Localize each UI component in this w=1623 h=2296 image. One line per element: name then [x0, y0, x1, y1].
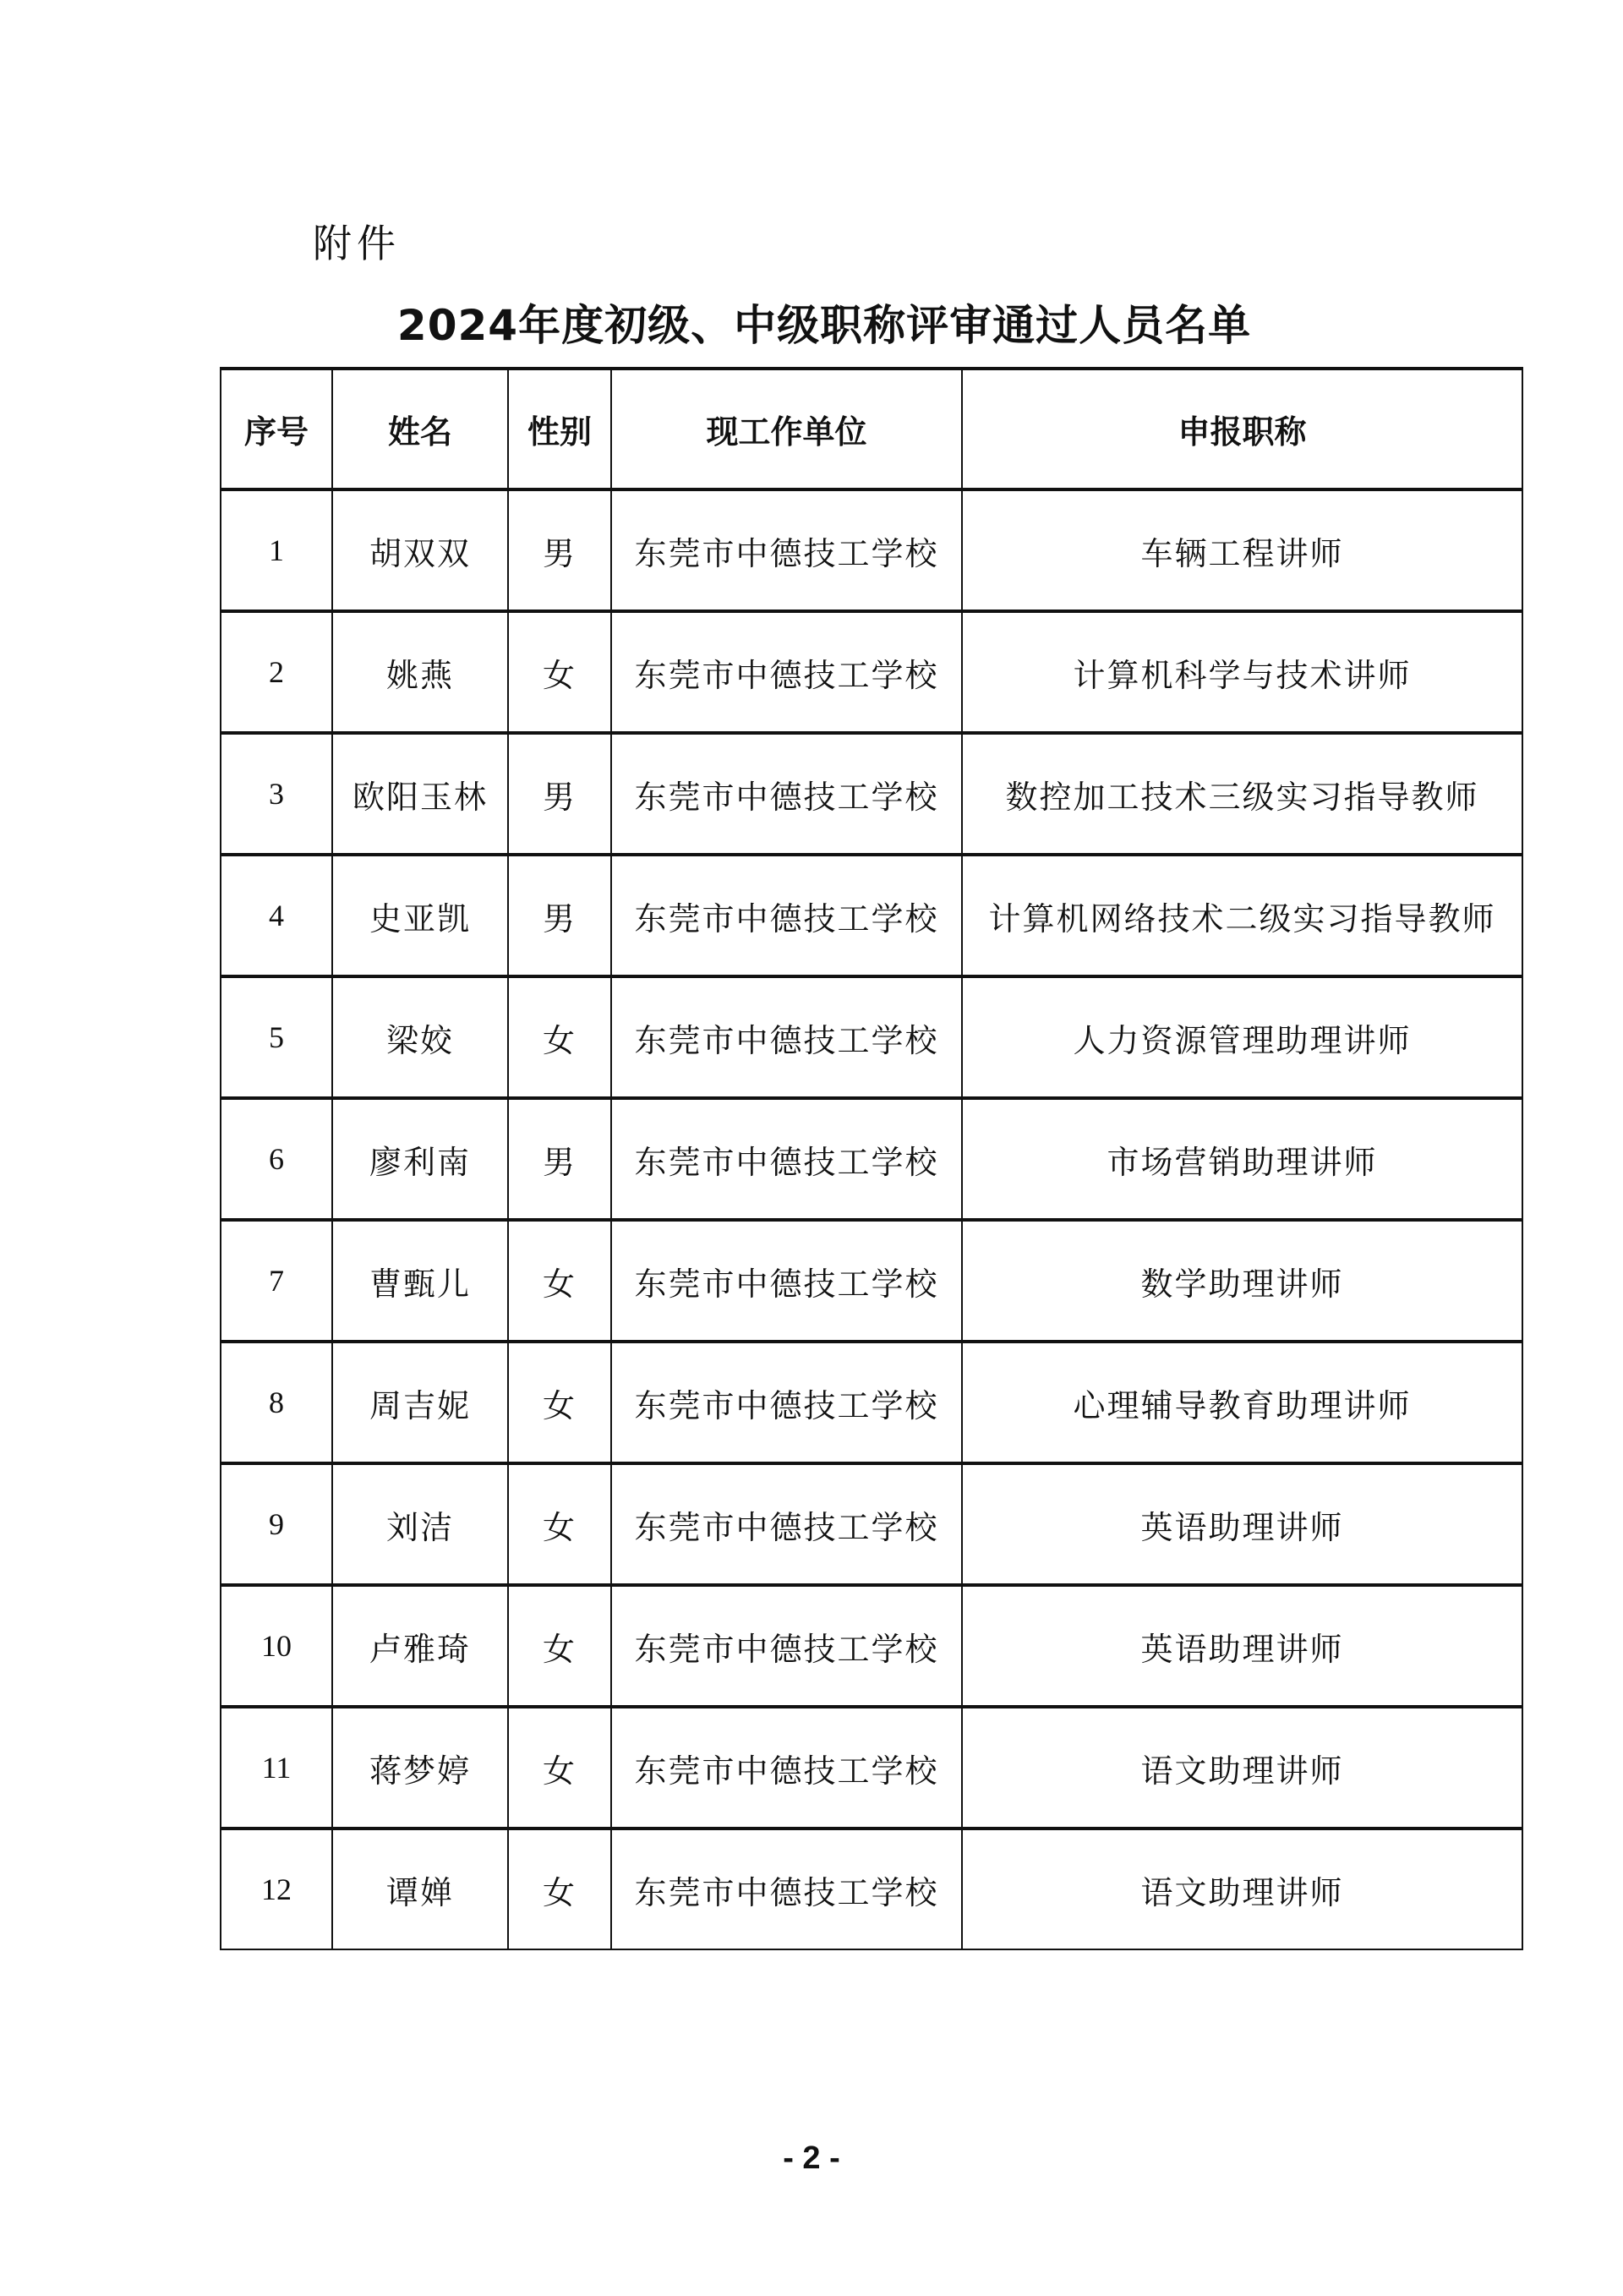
cell-unit: 东莞市中德技工学校	[611, 733, 962, 855]
cell-gender: 男	[508, 1098, 611, 1220]
cell-no: 4	[221, 855, 332, 976]
cell-title: 人力资源管理助理讲师	[962, 976, 1522, 1098]
cell-gender: 男	[508, 855, 611, 976]
cell-name: 梁姣	[332, 976, 508, 1098]
header-no: 序号	[221, 369, 332, 489]
cell-no: 11	[221, 1707, 332, 1829]
cell-gender: 女	[508, 976, 611, 1098]
cell-title: 计算机科学与技术讲师	[962, 611, 1522, 733]
cell-unit: 东莞市中德技工学校	[611, 1463, 962, 1585]
cell-name: 史亚凯	[332, 855, 508, 976]
cell-name: 蒋梦婷	[332, 1707, 508, 1829]
header-gender: 性别	[508, 369, 611, 489]
cell-gender: 女	[508, 1707, 611, 1829]
cell-name: 卢雅琦	[332, 1585, 508, 1707]
cell-unit: 东莞市中德技工学校	[611, 1829, 962, 1949]
table-row	[221, 1585, 1522, 1707]
cell-name: 周吉妮	[332, 1342, 508, 1463]
table-row	[221, 733, 1522, 855]
table-row	[221, 1829, 1522, 1949]
cell-title: 语文助理讲师	[962, 1707, 1522, 1829]
table-row	[221, 1707, 1522, 1829]
cell-no: 12	[221, 1829, 332, 1949]
table-header-row	[221, 369, 1522, 489]
cell-title: 心理辅导教育助理讲师	[962, 1342, 1522, 1463]
cell-title: 计算机网络技术二级实习指导教师	[962, 855, 1522, 976]
cell-name: 廖利南	[332, 1098, 508, 1220]
header-name: 姓名	[332, 369, 508, 489]
cell-unit: 东莞市中德技工学校	[611, 976, 962, 1098]
document-title: 2024年度初级、中级职称评审通过人员名单	[396, 301, 1252, 350]
cell-gender: 女	[508, 1463, 611, 1585]
cell-unit: 东莞市中德技工学校	[611, 1220, 962, 1342]
table-row	[221, 611, 1522, 733]
cell-no: 3	[221, 733, 332, 855]
cell-name: 姚燕	[332, 611, 508, 733]
cell-no: 8	[221, 1342, 332, 1463]
cell-unit: 东莞市中德技工学校	[611, 1342, 962, 1463]
cell-no: 5	[221, 976, 332, 1098]
cell-no: 1	[221, 489, 332, 611]
table-row	[221, 855, 1522, 976]
cell-gender: 女	[508, 1220, 611, 1342]
cell-unit: 东莞市中德技工学校	[611, 855, 962, 976]
header-title: 申报职称	[962, 369, 1522, 489]
cell-unit: 东莞市中德技工学校	[611, 489, 962, 611]
header-unit: 现工作单位	[611, 369, 962, 489]
cell-title: 语文助理讲师	[962, 1829, 1522, 1949]
cell-name: 欧阳玉林	[332, 733, 508, 855]
table-row	[221, 1098, 1522, 1220]
personnel-table	[220, 367, 1523, 1950]
cell-gender: 男	[508, 489, 611, 611]
table-row	[221, 1463, 1522, 1585]
cell-name: 曹甄儿	[332, 1220, 508, 1342]
cell-no: 6	[221, 1098, 332, 1220]
table-row	[221, 1342, 1522, 1463]
cell-title: 英语助理讲师	[962, 1463, 1522, 1585]
cell-gender: 女	[508, 1585, 611, 1707]
cell-title: 数学助理讲师	[962, 1220, 1522, 1342]
cell-unit: 东莞市中德技工学校	[611, 611, 962, 733]
cell-unit: 东莞市中德技工学校	[611, 1707, 962, 1829]
cell-unit: 东莞市中德技工学校	[611, 1585, 962, 1707]
cell-title: 市场营销助理讲师	[962, 1098, 1522, 1220]
table-row	[221, 1220, 1522, 1342]
cell-title: 英语助理讲师	[962, 1585, 1522, 1707]
cell-title: 车辆工程讲师	[962, 489, 1522, 611]
table-row	[221, 489, 1522, 611]
cell-name: 谭婵	[332, 1829, 508, 1949]
cell-no: 7	[221, 1220, 332, 1342]
attachment-label: 附件	[313, 221, 401, 266]
cell-gender: 女	[508, 611, 611, 733]
cell-name: 刘洁	[332, 1463, 508, 1585]
cell-gender: 女	[508, 1342, 611, 1463]
page-number: - 2 -	[783, 2140, 840, 2176]
cell-no: 10	[221, 1585, 332, 1707]
cell-unit: 东莞市中德技工学校	[611, 1098, 962, 1220]
cell-name: 胡双双	[332, 489, 508, 611]
cell-gender: 女	[508, 1829, 611, 1949]
cell-gender: 男	[508, 733, 611, 855]
table-row	[221, 976, 1522, 1098]
cell-no: 2	[221, 611, 332, 733]
cell-title: 数控加工技术三级实习指导教师	[962, 733, 1522, 855]
cell-no: 9	[221, 1463, 332, 1585]
